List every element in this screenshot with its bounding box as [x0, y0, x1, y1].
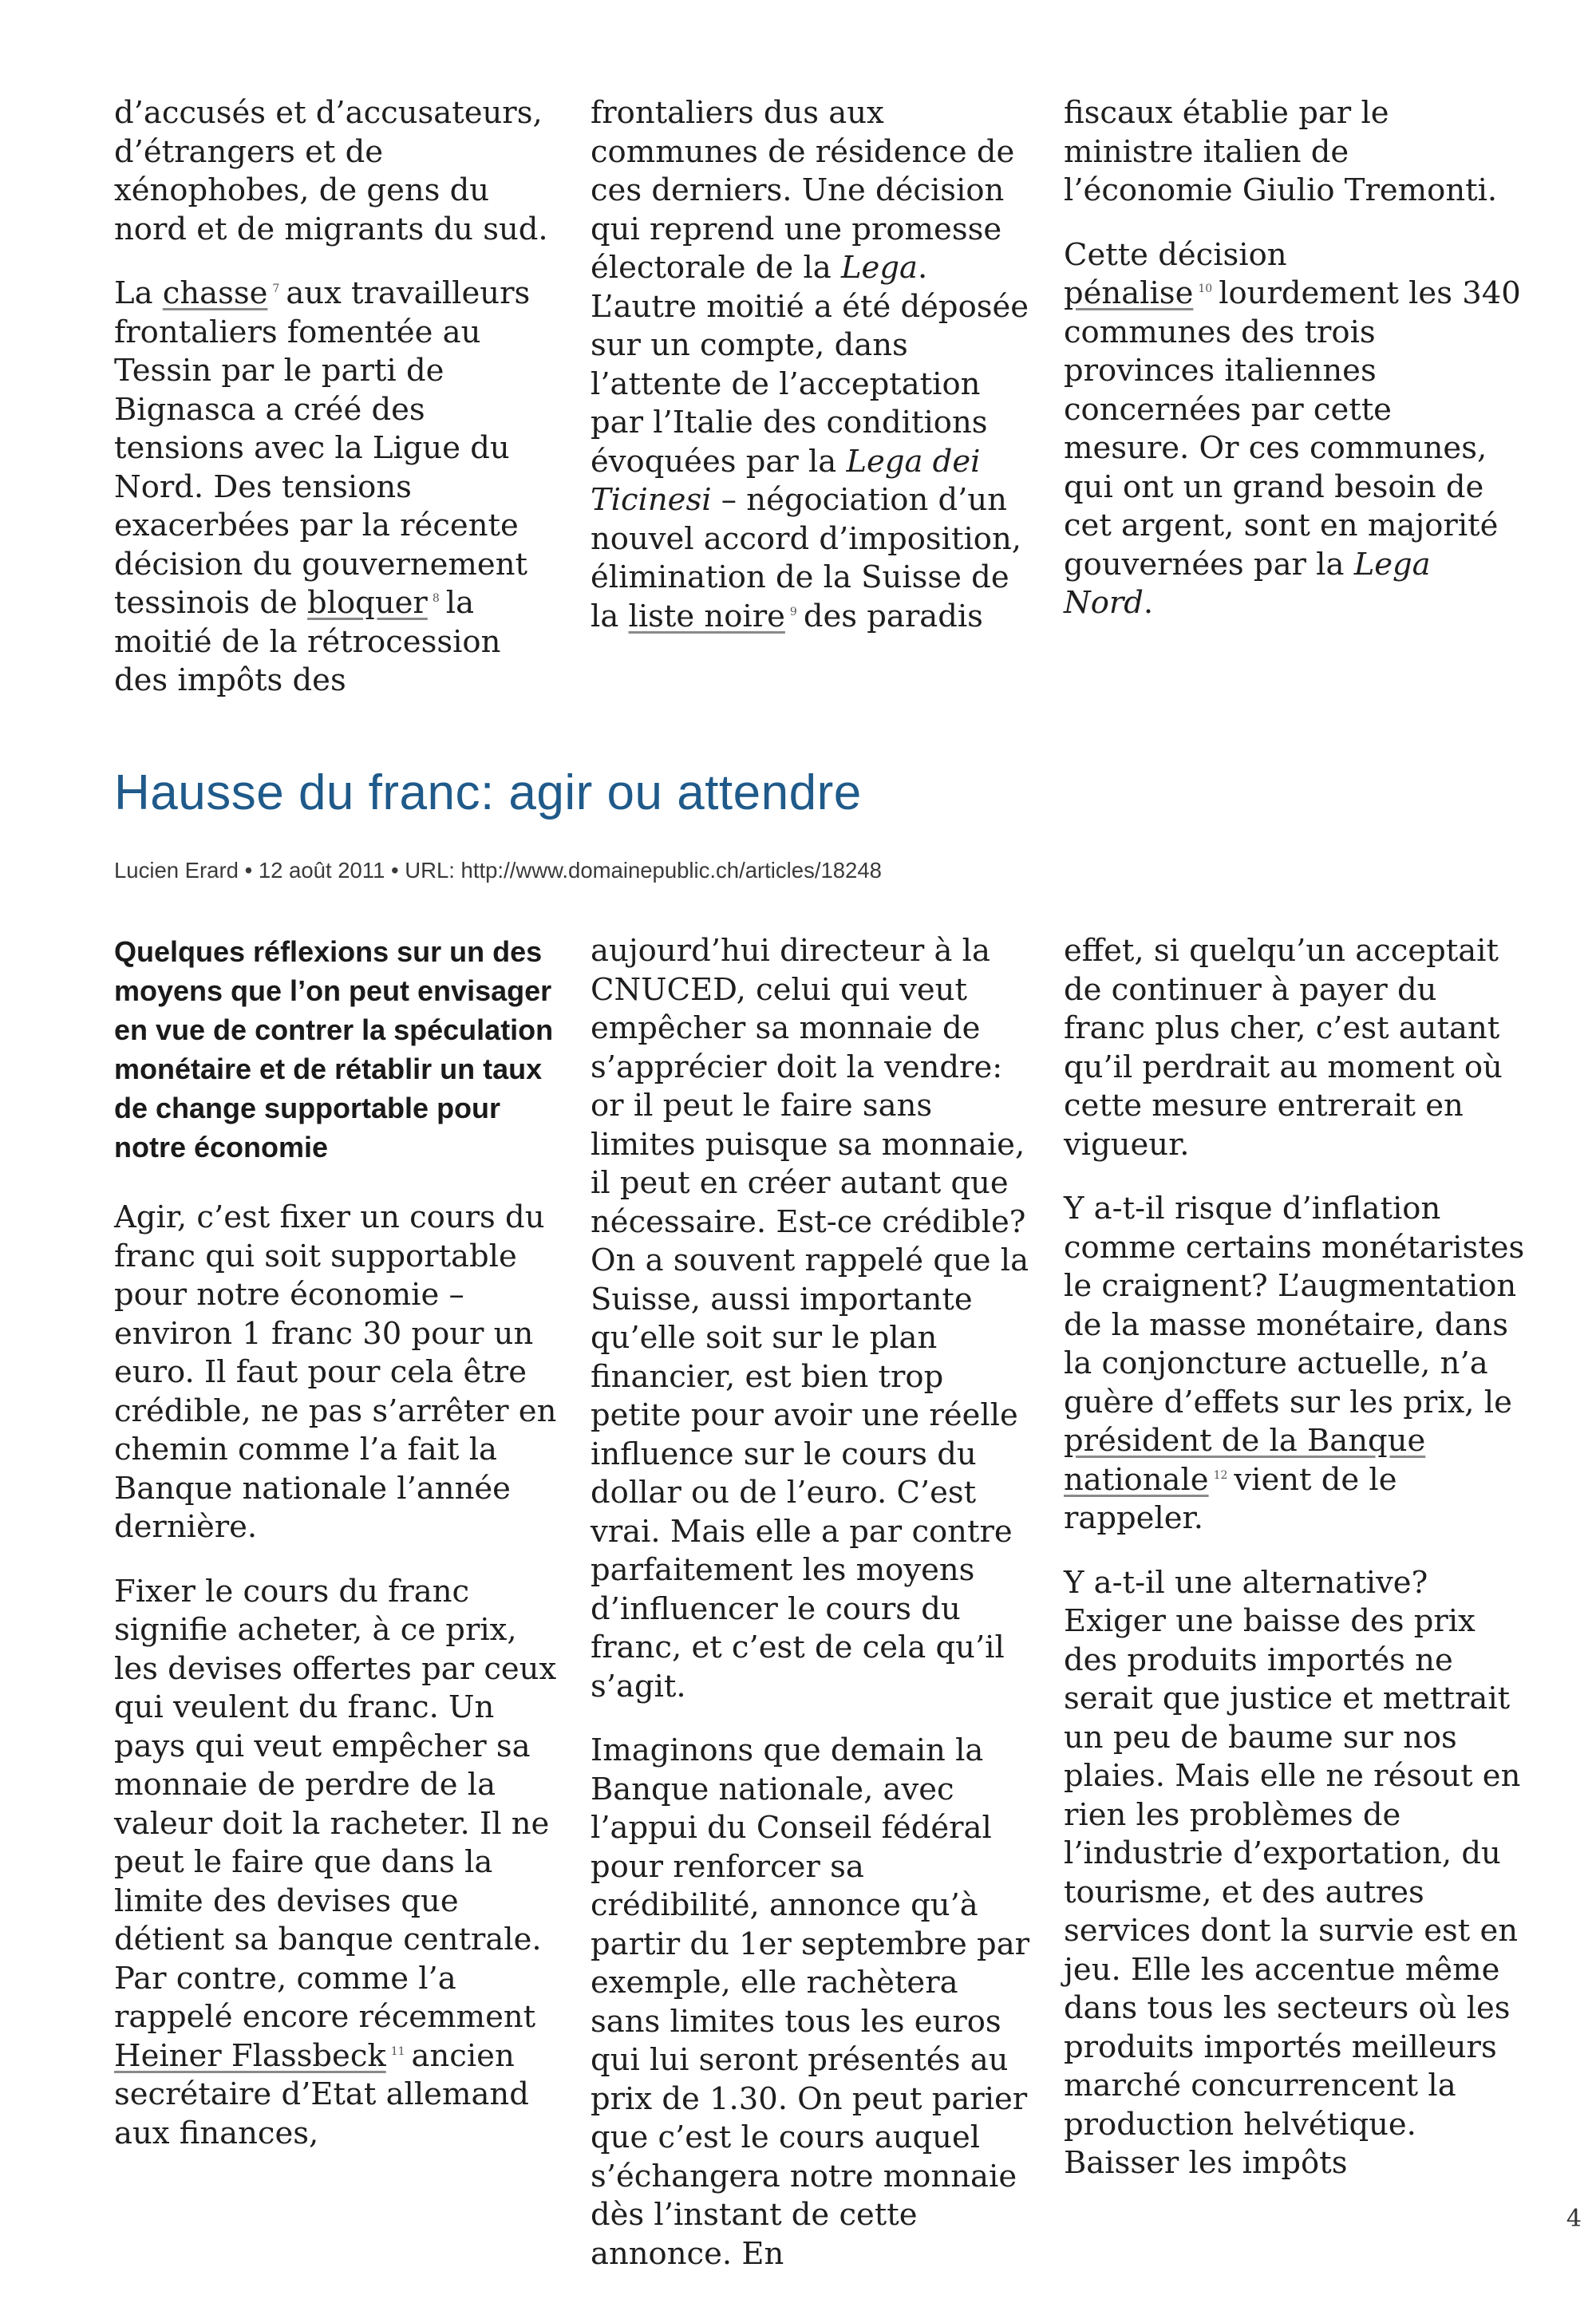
link-bloquer[interactable]: bloquer [307, 585, 428, 621]
footnote-ref[interactable]: 7 [272, 282, 280, 295]
article-title: Hausse du franc: agir ou attendre [114, 765, 862, 820]
paragraph: Fixer le cours du franc signifie acheter, à ce prix, les devises offertes par ceux qui veulent du franc. Un pays qui veut empêcher sa monnaie de perdre de la valeur doit la racheter. Il ne peut le faire que dans la limite des devises que détient sa banque centrale. Par contre, comme l’a rappelé encore récemment Heiner Flassbeck $^{11}$ ancien secrétaire d’Etat allemand aux finances, [114, 1573, 557, 2151]
article-column-1 [114, 932, 561, 2179]
paragraph: d’accusés et d’accusateurs, d’étrangers et de xénophobes, de gens du nord et de migrants du sud. [114, 95, 548, 247]
paragraph: effet, si quelqu’un acceptait de continuer à payer du franc plus cher, c’est autant qu’il perdrait au moment où cette mesure entrerait en vigueur. [1064, 933, 1503, 1163]
footnote-ref[interactable]: 10 [1198, 282, 1213, 295]
footnote-ref[interactable]: 9 [789, 605, 797, 618]
footnote-ref[interactable]: 11 [390, 2044, 405, 2058]
link-penalise[interactable]: pénalise [1064, 275, 1194, 311]
article-column-2 [591, 932, 1037, 2299]
article-lede: Quelques réflexions sur un des moyens que l’on peut envisager en vue de contrer la spéculation monétaire et de rétablir un taux de change supportable pour notre économie [114, 935, 554, 1163]
paragraph: Agir, c’est fixer un cours du franc qui soit supportable pour notre économie – environ 1 franc 30 pour un euro. Il faut pour cela être crédible, ne pas s’arrêter en chemin comme l’a fait la Banque nationale l’année dernière. [114, 1199, 557, 1545]
top-column-1 [114, 94, 561, 726]
paragraph: Cette décision pénalise $^{10}$ lourdement les 340 communes des trois provinces italiennes concernées par cette mesure. Or ces communes, qui ont un grand besoin de cet argent, sont en majorité gouvernées par la Lega Nord. [1064, 236, 1521, 621]
link-liste-noire[interactable]: liste noire [628, 598, 785, 634]
paragraph: Imaginons que demain la Banque nationale, avec l’appui du Conseil fédéral pour renforcer sa crédibilité, annonce qu’à partir du 1er septembre par exemple, elle rachètera sans limites tous les euros qui lui seront présentés au prix de 1.30. On peut parier que c’est le cours auquel s’échangera notre monnaie dès l’instant de cette annonce. En [591, 1732, 1030, 2272]
top-column-2 [591, 94, 1037, 662]
footnote-ref[interactable]: 12 [1213, 1468, 1228, 1482]
page-number: 4 [1566, 2205, 1582, 2233]
paragraph: fiscaux établie par le ministre italien de l’économie Giulio Tremonti. [1064, 95, 1498, 208]
paragraph: La chasse $^7$ aux travailleurs frontaliers fomentée au Tessin par le parti de Bignasca a créé des tensions avec la Ligue du Nord. Des tensions exacerbées par la récente décision du gouvernement tessinois de bloquer $^8$ la moitié de la rétrocession des impôts des [114, 275, 531, 698]
paragraph: frontaliers dus aux communes de résidence de ces derniers. Une décision qui reprend une promesse électorale de la Lega. L’autre moitié a été déposée sur un compte, dans l’attente de l’acceptation par l’Italie des conditions évoquées par la Lega dei Ticinesi – négociation d’un nouvel accord d’imposition, élimination de la Suisse de la liste noire $^9$ des paradis [591, 95, 1029, 634]
top-column-3 [1064, 94, 1527, 649]
paragraph: aujourd’hui directeur à la CNUCED, celui qui veut empêcher sa monnaie de s’apprécier doit la vendre: or il peut le faire sans limites puisque sa monnaie, il peut en créer autant que nécessaire. Est-ce crédible? On a souvent rappelé que la Suisse, aussi importante qu’elle soit sur le plan financier, est bien trop petite pour avoir une réelle influence sur le cours du dollar ou de l’euro. C’est vrai. Mais elle a par contre parfaitement les moyens d’influencer le cours du franc, et c’est de cela qu’il s’agit. [591, 933, 1029, 1704]
footnote-ref[interactable]: 8 [432, 592, 440, 605]
link-president-banque-nationale[interactable]: président de la Banque nationale [1064, 1423, 1426, 1498]
link-heiner-flassbeck[interactable]: Heiner Flassbeck [114, 2037, 386, 2074]
article-column-3 [1064, 932, 1527, 2209]
paragraph: Y a-t-il risque d’inflation comme certains monétaristes le craignent? L’augmentation de la masse monétaire, dans la conjoncture actuelle, n’a guère d’effets sur les prix, le président de la Banque nationale $^{12}$ vient de le rappeler. [1064, 1191, 1525, 1536]
article-meta: Lucien Erard • 12 août 2011 • URL: http://www.domainepublic.ch/articles/18248 [114, 858, 882, 883]
link-chasse[interactable]: chasse [162, 275, 268, 311]
paragraph: Y a-t-il une alternative? Exiger une baisse des prix des produits importés ne serait que justice et mettrait un peu de baume sur nos plaies. Mais elle ne résout en rien les problèmes de l’industrie d’exportation, du tourisme, et des autres services dont la survie est en jeu. Elle les accentue même dans tous les secteurs où les produits importés meilleurs marché concurrencent la production helvétique. Baisser les impôts [1064, 1564, 1521, 2181]
